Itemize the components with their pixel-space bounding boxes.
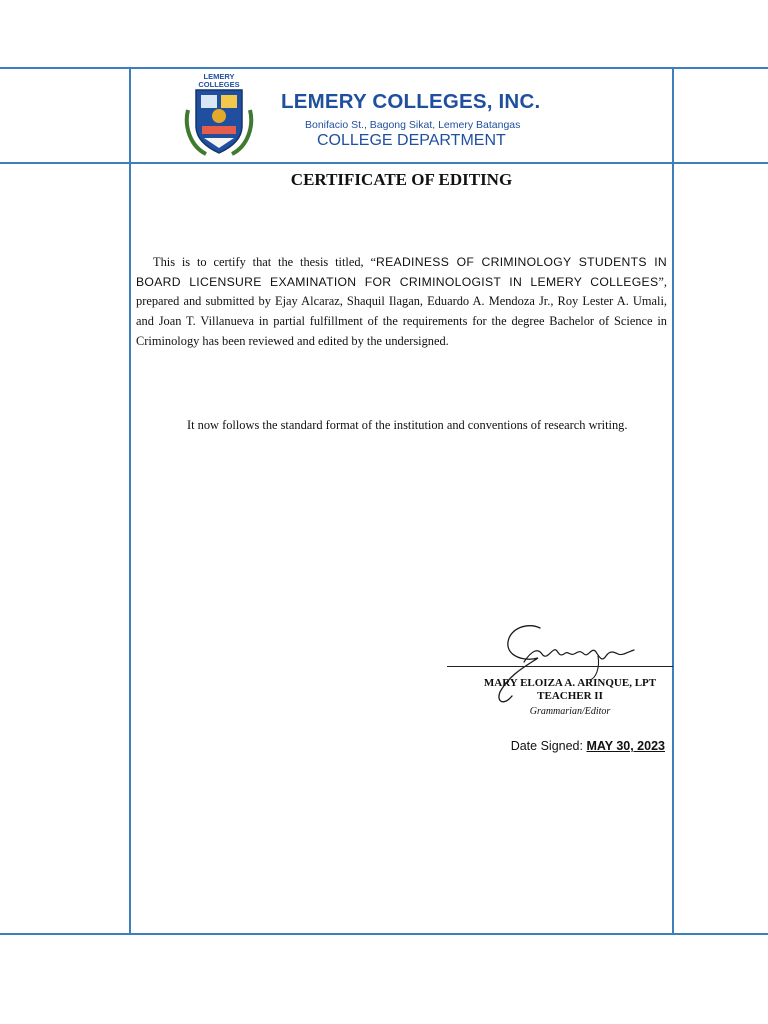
department-name: COLLEGE DEPARTMENT (317, 132, 506, 149)
thesis-title: READINESS OF CRIMINOLOGY STUDENTS IN BOARD LICENSURE EXAMINATION FOR CRIMINOLOGIST IN LEMERY COLLEGES (136, 255, 667, 289)
college-seal-logo (184, 70, 254, 160)
certificate-title: CERTIFICATE OF EDITING (290, 170, 513, 189)
logo-text-line1: LEMERY (203, 72, 235, 81)
date-signed-value: MAY 30, 2023 (586, 739, 665, 753)
logo-text-line2: COLLEGES (198, 80, 240, 89)
institution-address: Bonifacio St., Bagong Sikat, Lemery Batangas (305, 119, 521, 131)
frame-top-line (0, 67, 768, 69)
signer-name: MARY ELOIZA A. ARINQUE, LPT (483, 677, 657, 689)
signer-position: TEACHER II (537, 690, 603, 702)
frame-left-line (129, 67, 131, 934)
signature-line (447, 666, 673, 667)
institution-name: LEMERY COLLEGES, INC. (281, 90, 541, 113)
frame-header-divider (0, 162, 768, 164)
format-statement-paragraph: It now follows the standard format of the institution and conventions of research writing. (187, 418, 628, 432)
certification-paragraph (136, 253, 667, 352)
date-signed-line (440, 739, 665, 753)
frame-right-line (672, 67, 674, 934)
certification-body: ”, prepared and submitted by Ejay Alcaraz, Shaquil Ilagan, Eduardo A. Mendoza Jr., Roy Lester A. Umali, and Joan T. Villanueva in partial fulfillment of the requirements for the degree Bachelor of Science in Criminology has been reviewed and edited by the undersigned. (136, 274, 667, 348)
certification-intro: This is to certify that the thesis titled, “ (153, 255, 376, 269)
signer-role: Grammarian/Editor (529, 706, 611, 717)
frame-bottom-line (0, 933, 768, 935)
date-signed-label: Date Signed: (510, 739, 587, 753)
